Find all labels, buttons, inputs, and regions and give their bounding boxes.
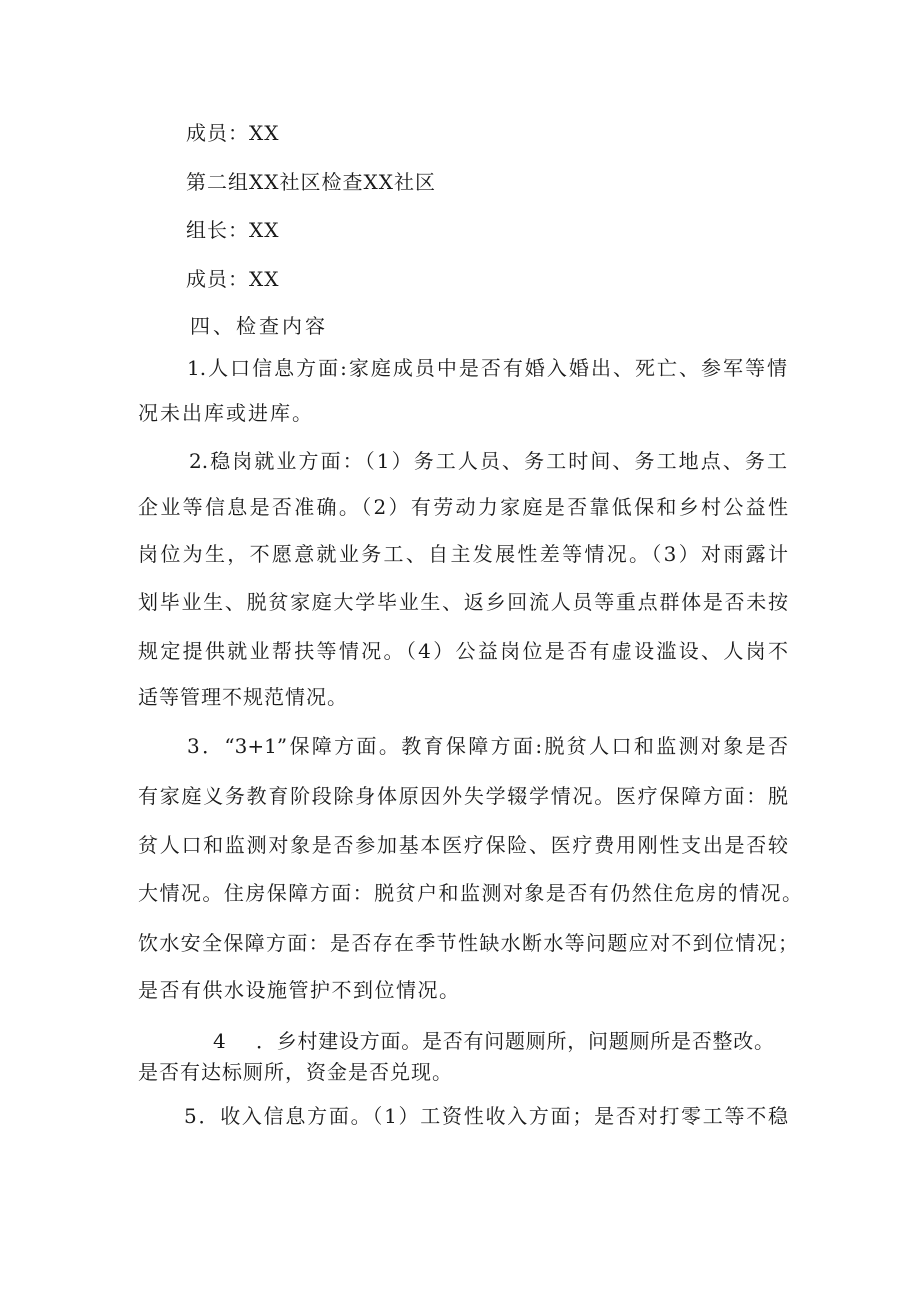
members-line-1: 成员：XX — [186, 121, 280, 145]
section-four-heading: 四、检查内容 — [190, 314, 328, 338]
leader-line: 组长：XX — [186, 218, 280, 242]
members-line-2: 成员：XX — [186, 267, 280, 291]
paragraph-4-line-2: 是否有达标厕所，资金是否兑现。 — [138, 1060, 453, 1084]
paragraph-1-line-2: 况未出库或进库。 — [138, 401, 314, 425]
paragraph-2-line-3: 岗位为生，不愿意就业务工、自主发展性差等情况。（3）对雨露计 — [138, 542, 788, 566]
paragraph-5-line-1: 5．收入信息方面。（1）工资性收入方面；是否对打零工等不稳 — [184, 1104, 788, 1128]
paragraph-1-line-1: 1.人口信息方面:家庭成员中是否有婚入婚出、死亡、参军等情 — [187, 356, 787, 380]
paragraph-4-line-1: ．乡村建设方面。是否有问题厕所，问题厕所是否整改。 — [256, 1029, 774, 1053]
paragraph-2-line-2: 企业等信息是否准确。（2）有劳动力家庭是否靠低保和乡村公益性 — [138, 495, 788, 519]
paragraph-3-line-5: 饮水安全保障方面：是否存在季节性缺水断水等问题应对不到位情况； — [138, 931, 798, 955]
paragraph-3-line-2: 有家庭义务教育阶段除身体原因外失学辍学情况。医疗保障方面：脱 — [138, 784, 788, 808]
paragraph-2-line-5: 规定提供就业帮扶等情况。（4）公益岗位是否有虚设滥设、人岗不 — [138, 639, 788, 663]
paragraph-2-line-1: 2.稳岗就业方面：（1）务工人员、务工时间、务工地点、务工 — [189, 449, 787, 473]
paragraph-2-line-6: 适等管理不规范情况。 — [138, 685, 348, 709]
paragraph-3-line-3: 贫人口和监测对象是否参加基本医疗保险、医疗费用刚性支出是否较 — [138, 833, 788, 857]
paragraph-3-line-1: 3．“3+1”保障方面。教育保障方面:脱贫人口和监测对象是否 — [187, 734, 788, 758]
paragraph-4-number: 4 — [213, 1029, 226, 1053]
paragraph-3-line-6: 是否有供水设施管护不到位情况。 — [138, 978, 461, 1002]
paragraph-3-line-4: 大情况。住房保障方面：脱贫户和监测对象是否有仍然住危房的情况。 — [138, 881, 802, 905]
paragraph-2-line-4: 划毕业生、脱贫家庭大学毕业生、返乡回流人员等重点群体是否未按 — [138, 590, 788, 614]
group-two-heading: 第二组XX社区检查XX社区 — [186, 170, 436, 194]
